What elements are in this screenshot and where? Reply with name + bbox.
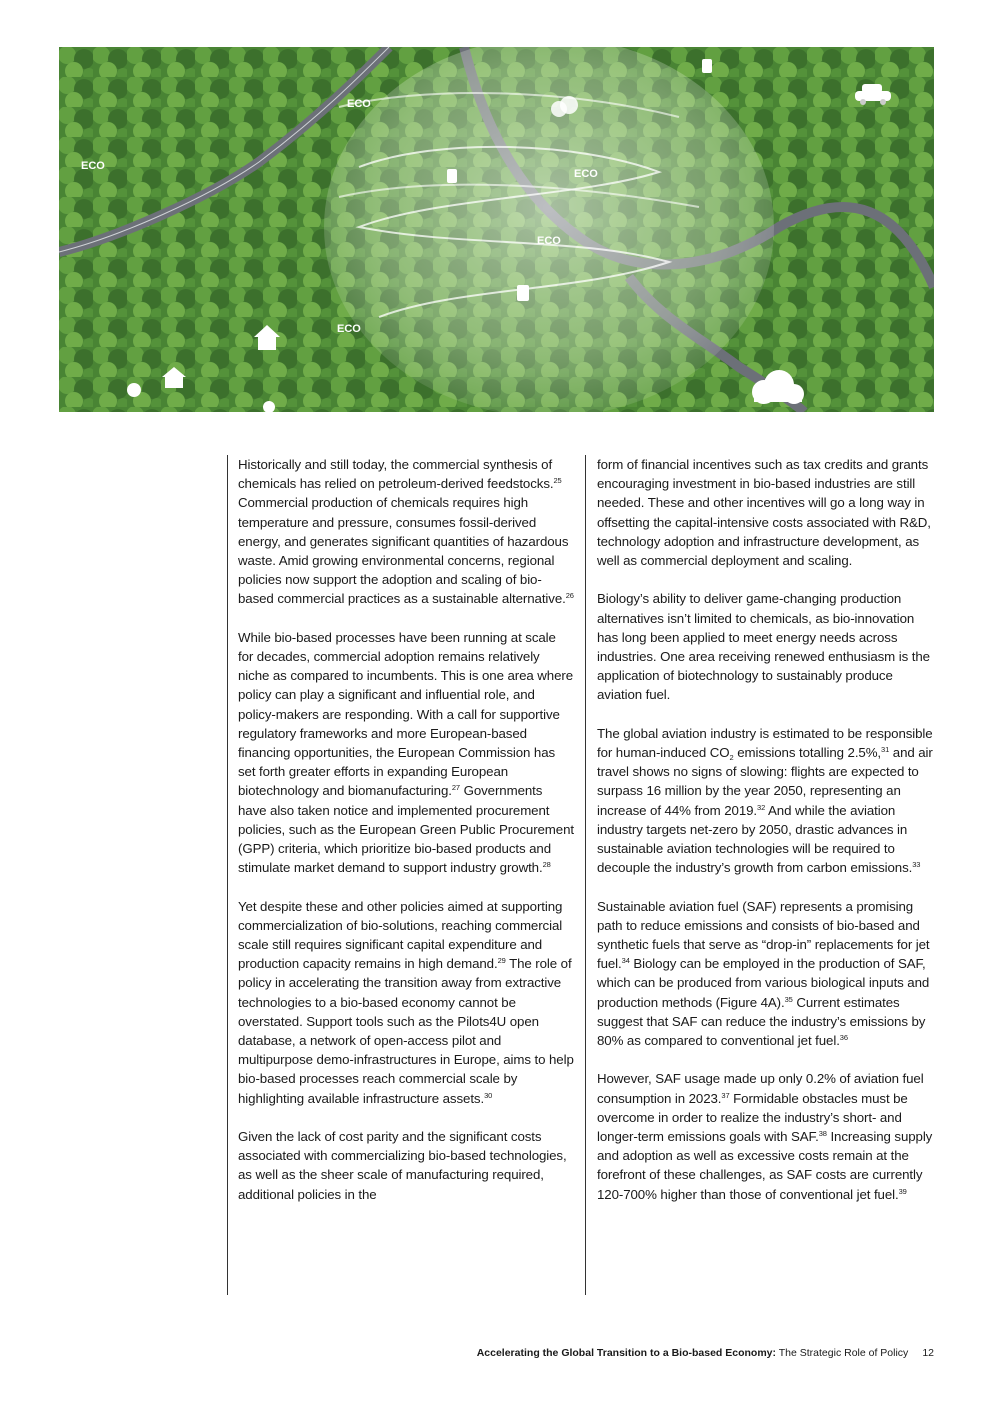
- footnote-ref: 33: [912, 860, 921, 870]
- footer-title-bold: Accelerating the Global Transition to a Bio-based Economy:: [476, 1347, 777, 1359]
- eco-label: ECO: [337, 323, 361, 335]
- hero-image: [59, 47, 934, 412]
- column-divider: [585, 455, 586, 1295]
- footnote-ref: 36: [839, 1033, 848, 1043]
- footnote-ref: 29: [497, 956, 506, 966]
- footnote-ref: 37: [721, 1090, 730, 1100]
- globe-overlay: [324, 47, 774, 412]
- paragraph: However, SAF usage made up only 0.2% of aviation fuel consumption in 2023.37 Formidable obstacles must be overcome in order to realize the industry’s short- and longer-term emissions goals with SAF.$^{38}$ Increasing supply and adoption as well as excessive costs remain at the forefront of these challenges, as SAF costs are currently 120-700% higher than those of conventional jet fuel.$^{39}$: [597, 1071, 933, 1202]
- page-footer: [477, 1347, 934, 1359]
- right-column: [597, 455, 933, 1223]
- paragraph: Given the lack of cost parity and the significant costs associated with commercializing bio-based technologies, as well as the sheer scale of manufacturing required, additional policies in the: [238, 1129, 567, 1202]
- footer-title-rest: The Strategic Role of Policy: [776, 1347, 909, 1359]
- paragraph: While bio-based processes have been running at scale for decades, commercial adoption remains relatively niche as compared to incumbents. This is one area where policy can play a significant and influential role, and policy-makers are responding. With a call for supportive regulatory frameworks and more European-based financing opportunities, the European Commission has set forth greater efforts in expanding European biotechnology and biomanufacturing.$^{27}$ Governments have also taken notice and implemented procurement policies, such as the European Green Public Procurement (GPP) criteria, which prioritize bio-based products and stimulate market demand to support industry growth.$^{28}$: [238, 629, 574, 876]
- footnote-ref: 28: [542, 860, 551, 870]
- footnote-ref: 39: [898, 1186, 907, 1196]
- footnote-ref: 31: [881, 745, 890, 755]
- column-divider: [227, 455, 228, 1295]
- eco-label: ECO: [537, 235, 561, 247]
- paragraph: Biology’s ability to deliver game-changing production alternatives isn’t limited to chemicals, as bio-innovation has long been applied to meet energy needs across industries. One area receiving renewed enthusiasm is the application of biotechnology to sustainably produce aviation fuel.: [597, 591, 930, 703]
- footnote-ref: 27: [451, 783, 460, 793]
- paragraph: Yet despite these and other policies aimed at supporting commercialization of bio-solutions, reaching commercial scale still requires significant capital expenditure and production capacity remains in high demand.$^{29}$ The role of policy in accelerating the transition away from extractive technologies to a bio-based economy cannot be overstated. Support tools such as the Pilots4U open database, a network of open-access pilot and multipurpose demo-infrastructures in Europe, aims to help bio-based processes reach commercial scale by highlighting available infrastructure assets.$^{30}$: [238, 898, 574, 1106]
- forest-road-illustration: [59, 47, 934, 412]
- eco-label: ECO: [347, 98, 371, 110]
- footnote-ref: 26: [565, 591, 574, 601]
- paragraph: form of financial incentives such as tax credits and grants encouraging investment in bio-based industries are still needed. These and other incentives will go a long way in offsetting the capital-intensive costs associated with R&D, technology adoption and infrastructure development, as well as commercial deployment and scaling.: [597, 457, 931, 569]
- footnote-ref: 30: [484, 1090, 493, 1100]
- page-number: 12: [922, 1347, 934, 1359]
- footnote-ref: 34: [621, 956, 630, 966]
- eco-label: ECO: [574, 168, 598, 180]
- footnote-ref: 32: [757, 802, 766, 812]
- subscript: 2: [729, 753, 734, 763]
- eco-label: ECO: [81, 160, 105, 172]
- paragraph: The global aviation industry is estimated to be responsible for human-induced $CO_2$ emissions totalling 2.5%,$^{31}$ and air travel shows no signs of slowing: flights are expected to surpass 16 million by the year 2050, representing an increase of 44% from 2019.32 And while the aviation industry targets net-zero by 2050, drastic advances in sustainable aviation technologies will be required to decouple the industry’s growth from carbon emissions.$^{33}$: [597, 725, 933, 876]
- paragraph: Sustainable aviation fuel (SAF) represents a promising path to reduce emissions and consists of bio-based and synthetic fuels that serve as “drop-in” replacements for jet fuel.$^{34}$ Biology can be employed in the production of SAF, which can be produced from various biological inputs and production methods (Figure 4A).$^{35}$ Current estimates suggest that SAF can reduce the industry’s emissions by 80% as compared to conventional jet fuel.$^{36}$: [597, 898, 930, 1049]
- footnote-ref: 38: [818, 1129, 827, 1139]
- footnote-ref: 35: [784, 994, 793, 1004]
- footnote-ref: 25: [553, 476, 562, 486]
- left-column: [238, 455, 574, 1223]
- paragraph: Historically and still today, the commercial synthesis of chemicals has relied on petroleum-derived feedstocks.$^{25}$ Commercial production of chemicals requires high temperature and pressure, consumes fossil-derived energy, and generates significant quantities of hazardous waste. Amid growing environmental concerns, regional policies now support the adoption and scaling of bio-based commercial practices as a sustainable alternative.$^{26}$: [238, 457, 574, 607]
